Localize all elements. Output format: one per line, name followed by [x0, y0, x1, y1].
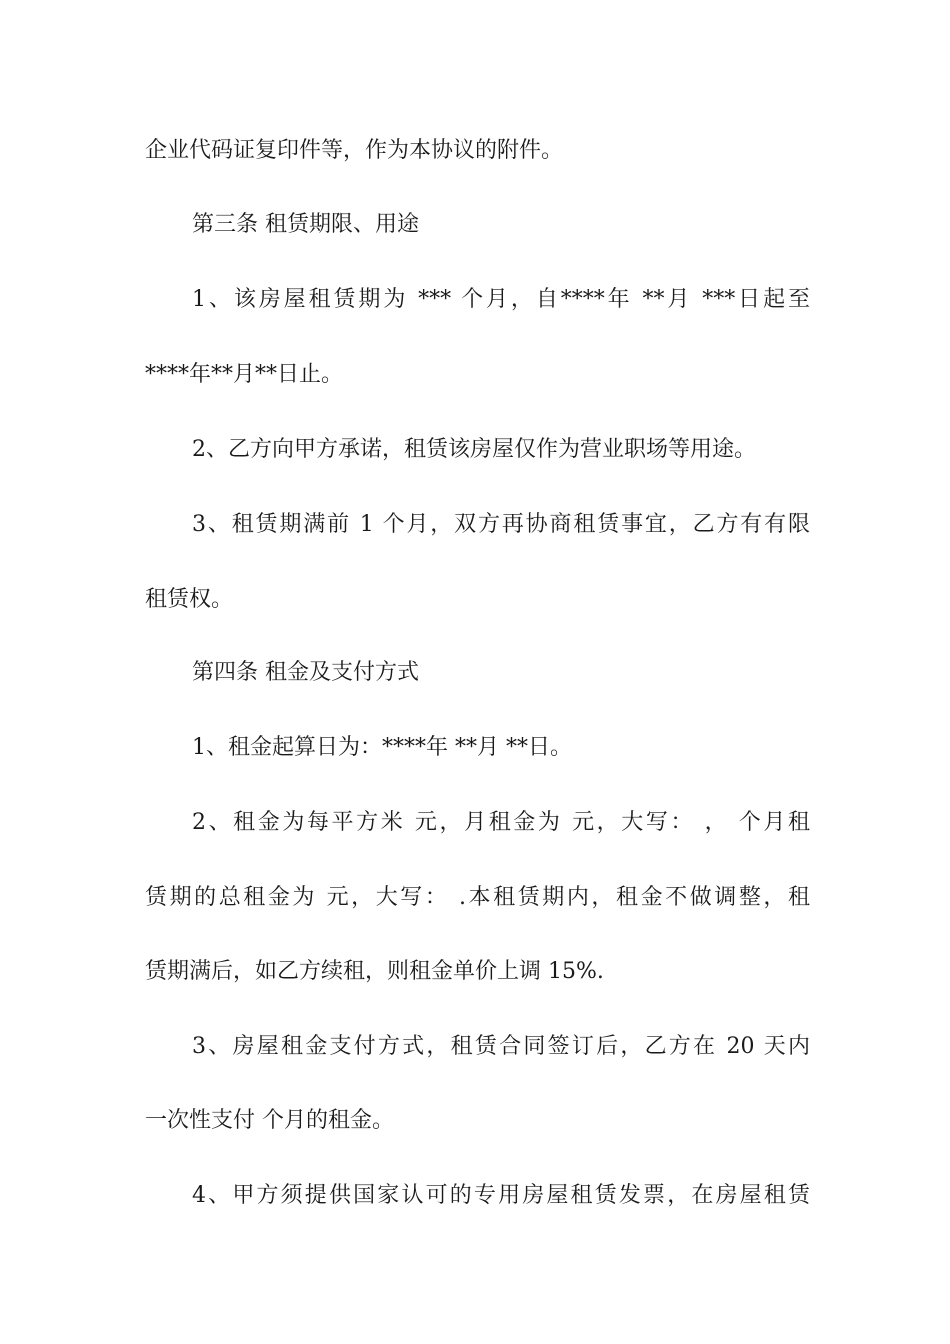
text-line-rent-3: 3、房屋租金支付方式，租赁合同签订后，乙方在 20 天内	[192, 1034, 810, 1059]
text-line-term-1: 1、该房屋租赁期为 *** 个月，自****年 **月 ***日起至	[192, 287, 810, 312]
article-3-heading: 第三条 租赁期限、用途	[192, 212, 419, 237]
text-line-rent-4: 4、甲方须提供国家认可的专用房屋租赁发票，在房屋租赁	[192, 1183, 810, 1208]
article-4-heading: 第四条 租金及支付方式	[192, 660, 419, 685]
text-line-term-2: 2、乙方向甲方承诺，租赁该房屋仅作为营业职场等用途。	[192, 437, 756, 462]
text-line-term-1-cont: ****年**月**日止。	[145, 362, 344, 387]
text-line-rent-3-cont: 一次性支付 个月的租金。	[145, 1108, 394, 1133]
text-line-rent-1: 1、租金起算日为：****年 **月 **日。	[192, 735, 572, 760]
text-line-term-3-cont: 租赁权。	[145, 587, 234, 612]
text-line-rent-2: 2、租金为每平方米 元，月租金为 元，大写： ， 个月租	[192, 810, 810, 835]
text-line-rent-2-cont: 赁期的总租金为 元，大写： .本租赁期内，租金不做调整，租	[145, 885, 810, 910]
text-line-rent-2-end: 赁期满后，如乙方续租，则租金单价上调 15%.	[145, 959, 604, 984]
text-line-term-3: 3、租赁期满前 1 个月，双方再协商租赁事宜，乙方有有限	[192, 512, 810, 537]
text-line-attachment: 企业代码证复印件等，作为本协议的附件。	[145, 138, 564, 163]
